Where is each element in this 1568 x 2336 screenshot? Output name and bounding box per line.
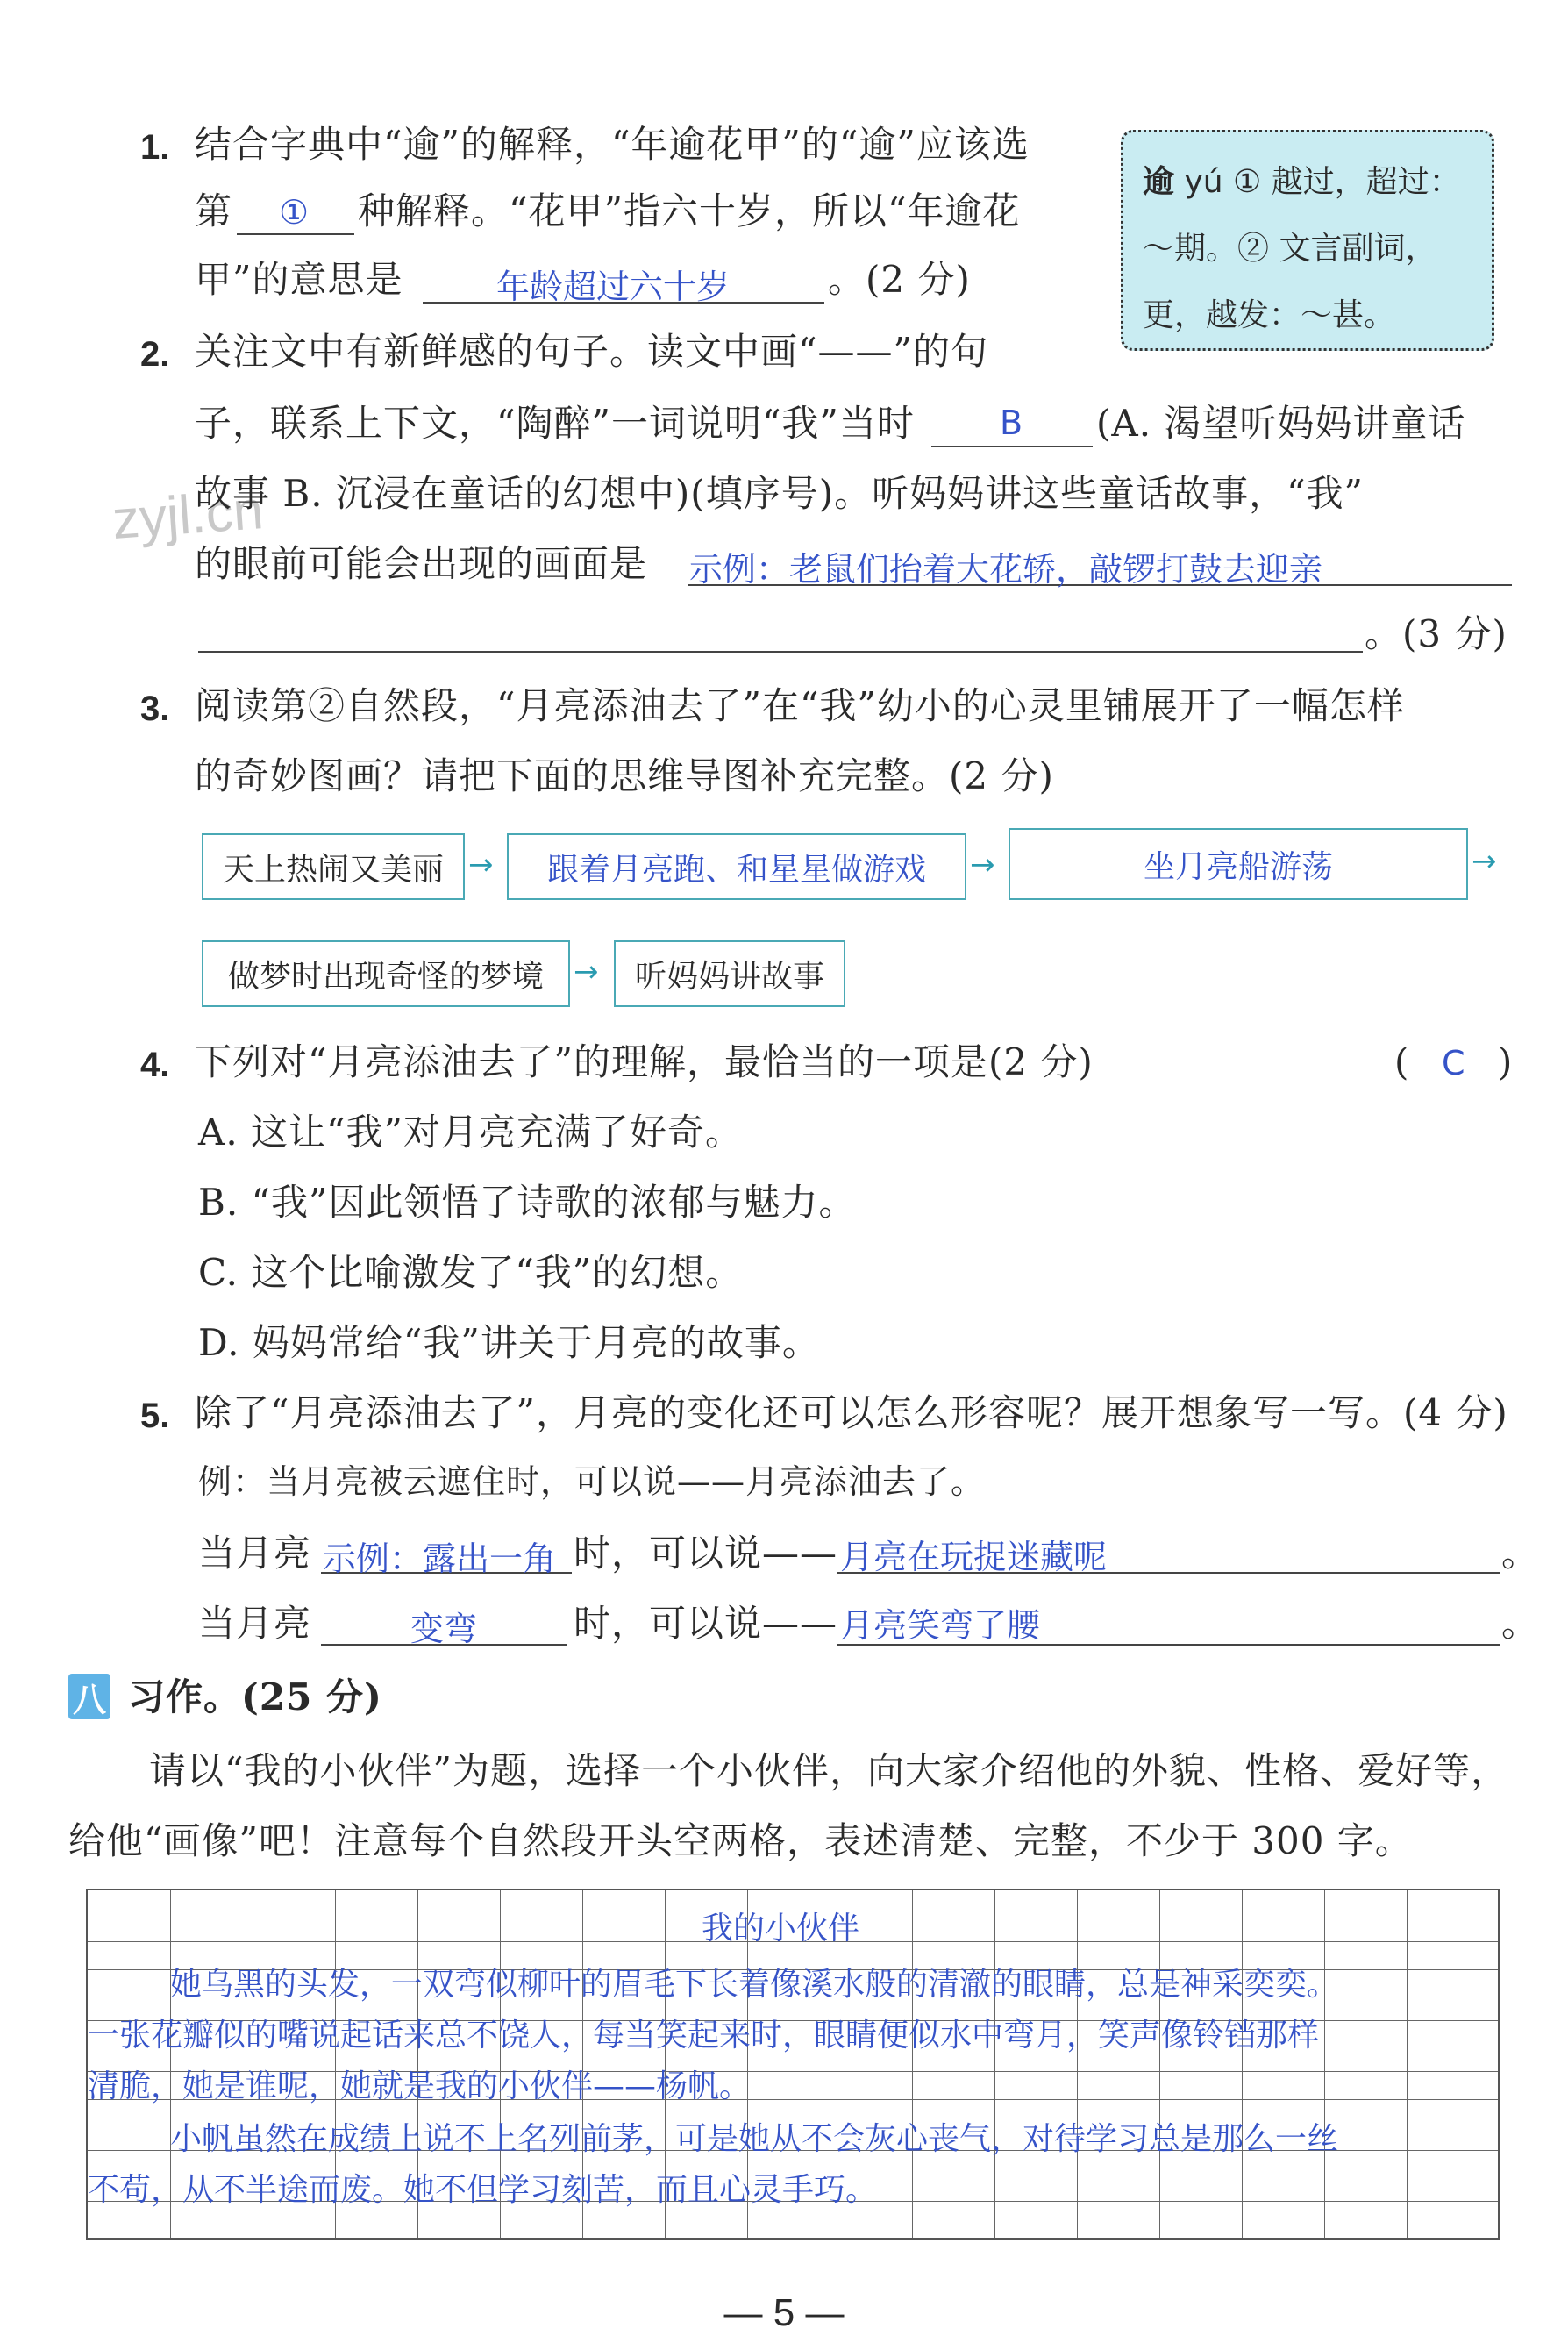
essay-title: 我的小伙伴 xyxy=(702,1911,860,1947)
q2-line2-b: (A. 渴望听妈妈讲童话 xyxy=(1096,402,1466,445)
q2-answer-choice: B xyxy=(1000,404,1023,442)
q4-option-b: B. “我”因此领悟了诗歌的浓郁与魅力。 xyxy=(198,1181,857,1224)
q2-line3: 故事 B. 沉浸在童话的幻想中)(填序号)。听妈妈讲这些童话故事，“我” xyxy=(195,472,1365,515)
map-arrow-3: → xyxy=(1472,844,1497,879)
essay-line-4: 小帆虽然在成绩上说不上名列前茅，可是她从不会灰心丧气，对待学习总是那么一丝 xyxy=(170,2121,1339,2157)
map-arrow-2: → xyxy=(970,847,995,882)
essay-prompt-line1: 请以“我的小伙伴”为题，选择一个小伙伴，向大家介绍他的外貌、性格、爱好等， xyxy=(149,1749,1508,1792)
q1-line3-a: 甲”的意思是 xyxy=(195,258,403,301)
mind-map-node-1: 天上热闹又美丽 xyxy=(202,833,465,900)
dict-line1: ① 越过，超过： xyxy=(1233,164,1461,200)
q1-line1: 结合字典中“逾”的解释，“年逾花甲”的“逾”应该选 xyxy=(195,123,1030,166)
essay-line-1: 她乌黑的头发，一双弯似柳叶的眉毛下长着像溪水般的清澈的眼睛，总是神采奕奕。 xyxy=(170,1967,1339,2003)
dict-line3: 更，越发：～甚。 xyxy=(1143,297,1396,333)
q5-row2-end: 。 xyxy=(1501,1602,1540,1645)
watermark: zyjl.cn xyxy=(110,480,266,551)
q5-row1-answer2: 月亮在玩捉迷藏呢 xyxy=(840,1538,1108,1576)
q1-line2-a: 第 xyxy=(195,189,233,232)
q3-number: 3. xyxy=(140,689,170,728)
q5-row2-answer1: 变弯 xyxy=(410,1610,478,1648)
q5-row2-answer2: 月亮笑弯了腰 xyxy=(840,1606,1041,1645)
q5-row2-a: 当月亮 xyxy=(198,1602,312,1645)
q1-answer-meaning: 年龄超过六十岁 xyxy=(496,268,731,306)
section-title: 习作。(25 分) xyxy=(128,1675,382,1718)
dict-line2: ～期。② 文言副词， xyxy=(1143,231,1437,267)
q2-number: 2. xyxy=(140,335,170,374)
q4-option-a: A. 这让“我”对月亮充满了好奇。 xyxy=(198,1111,743,1154)
map-arrow-4: → xyxy=(574,954,599,989)
q1-answer-choice: ① xyxy=(279,193,310,232)
q1-number: 1. xyxy=(140,128,170,167)
q4-paren-open: ( xyxy=(1394,1040,1410,1083)
q5-row1-end: 。 xyxy=(1501,1532,1540,1575)
essay-line-3: 清脆，她是谁呢，她就是我的小伙伴——杨帆。 xyxy=(88,2068,752,2104)
mind-map-node-4: 做梦时出现奇怪的梦境 xyxy=(202,940,570,1007)
essay-prompt-line2: 给他“画像”吧！注意每个自然段开头空两格，表述清楚、完整，不少于 300 字。 xyxy=(68,1819,1413,1862)
q4-option-d: D. 妈妈常给“我”讲关于月亮的故事。 xyxy=(198,1321,820,1364)
q2-line5-b: 。(3 分) xyxy=(1365,612,1507,655)
q3-line1: 阅读第②自然段，“月亮添油去了”在“我”幼小的心灵里铺展开了一幅怎样 xyxy=(195,684,1405,727)
q4-paren-close: ) xyxy=(1498,1040,1514,1083)
dictionary-box xyxy=(1121,130,1494,351)
map-arrow-1: → xyxy=(468,847,494,882)
q4-answer: C xyxy=(1442,1044,1465,1082)
q1-line3-b: 。(2 分) xyxy=(828,258,971,301)
q2-line2-a: 子，联系上下文，“陶醉”一词说明“我”当时 xyxy=(195,402,915,445)
q5-row1-b: 时，可以说—— xyxy=(574,1532,838,1575)
dict-headword: 逾 xyxy=(1143,163,1175,200)
q4-stem: 下列对“月亮添油去了”的理解，最恰当的一项是(2 分) xyxy=(195,1040,1094,1083)
q5-stem: 除了“月亮添油去了”，月亮的变化还可以怎么形容呢？展开想象写一写。(4 分) xyxy=(195,1391,1508,1434)
q4-option-c: C. 这个比喻激发了“我”的幻想。 xyxy=(198,1251,744,1294)
q1-line2-b: 种解释。“花甲”指六十岁，所以“年逾花 xyxy=(358,189,1021,232)
q3-line2: 的奇妙图画？请把下面的思维导图补充完整。(2 分) xyxy=(195,754,1054,797)
dict-pinyin: yú xyxy=(1184,164,1223,200)
q5-row1-answer1: 示例：露出一角 xyxy=(323,1539,557,1578)
mind-map-node-5: 听妈妈讲故事 xyxy=(614,940,845,1007)
q5-number: 5. xyxy=(140,1397,170,1435)
mind-map-node-3: 坐月亮船游荡 xyxy=(1009,828,1468,900)
page-number: — 5 — xyxy=(723,2291,845,2334)
q2-answer-scene: 示例：老鼠们抬着大花轿，敲锣打鼓去迎亲 xyxy=(689,550,1323,589)
q5-row2-b: 时，可以说—— xyxy=(574,1602,838,1645)
q4-number: 4. xyxy=(140,1046,170,1084)
mind-map-node-2: 跟着月亮跑、和星星做游戏 xyxy=(507,833,966,900)
q2-line4-a: 的眼前可能会出现的画面是 xyxy=(195,542,648,585)
q5-example: 例：当月亮被云遮住时，可以说——月亮添油去了。 xyxy=(198,1462,986,1501)
section-badge: 八 xyxy=(68,1674,110,1719)
essay-line-2: 一张花瓣似的嘴说起话来总不饶人，每当笑起来时，眼睛便似水中弯月，笑声像铃铛那样 xyxy=(88,2018,1320,2054)
q2-line1: 关注文中有新鲜感的句子。读文中画“——”的句 xyxy=(195,330,988,373)
essay-line-5: 不苟，从不半途而废。她不但学习刻苦，而且心灵手巧。 xyxy=(88,2172,878,2208)
q5-row1-a: 当月亮 xyxy=(198,1532,312,1575)
